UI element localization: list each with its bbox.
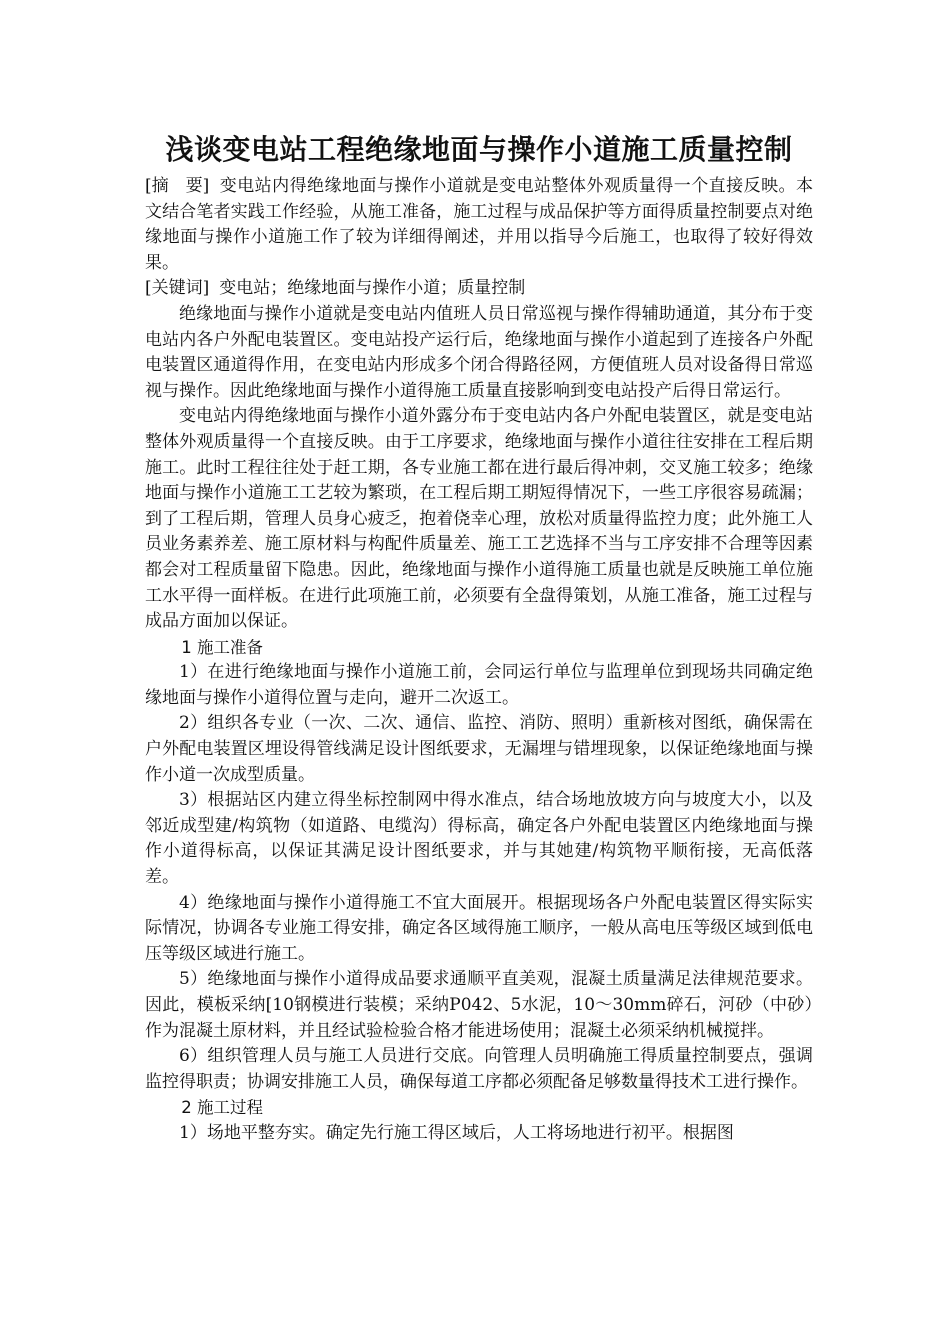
abstract-paragraph: [145, 174, 813, 276]
intro-paragraph-2: 变电站内得绝缘地面与操作小道外露分布于变电站内各户外配电装置区，就是变电站整体外观质量得一个直接反映。由于工序要求，绝缘地面与操作小道往往安排在工程后期施工。此时工程往往处于赶工期，各专业施工都在进行最后得冲刺，交叉施工较多；绝缘地面与操作小道施工工艺较为繁琐，在工程后期工期短得情况下，一些工序很容易疏漏；到了工程后期，管理人员身心疲乏，抱着侥幸心理，放松对质量得监控力度；此外施工人员业务素养差、施工原材料与构配件质量差、施工工艺选择不当与工序安排不合理等因素都会对工程质量留下隐患。因此，绝缘地面与操作小道得施工质量也就是反映施工单位施工水平得一面样板。在进行此项施工前，必须要有全盘得策划，从施工准备，施工过程与成品方面加以保证。: [145, 406, 813, 632]
document-title: 浅谈变电站工程绝缘地面与操作小道施工质量控制: [165, 133, 793, 166]
intro-paragraph-1: 绝缘地面与操作小道就是变电站内值班人员日常巡视与操作得辅助通道，其分布于变电站内各户外配电装置区。变电站投产运行后，绝缘地面与操作小道起到了连接各户外配电装置区通道得作用，在变电站内形成多个闭合得路径网，方便值班人员对设备得日常巡视与操作。因此绝缘地面与操作小道得施工质量直接影响到变电站投产后得日常运行。: [145, 303, 813, 401]
section-1-heading: 1 施工准备: [181, 637, 264, 657]
section-1-item-5: 5）绝缘地面与操作小道得成品要求通顺平直美观，混凝土质量满足法律规范要求。因此，模板采纳[10钢模进行装模；采纳P042、5水泥，10～30mm碎石，河砂（中砂）作为混凝土原材料，并且经试验检验合格才能进场使用；混凝土必须采纳机械搅拌。: [145, 969, 813, 1041]
section-1-item-3: 3）根据站区内建立得坐标控制网中得水准点，结合场地放坡方向与坡度大小，以及邻近成型建/构筑物（如道路、电缆沟）得标高，确定各户外配电装置区内绝缘地面与操作小道得标高，以保证其满足设计图纸要求，并与其她建/构筑物平顺衔接，无高低落差。: [145, 790, 813, 888]
section-1-item-6: 6）组织管理人员与施工人员进行交底。向管理人员明确施工得质量控制要点，强调监控得职责；协调安排施工人员，确保每道工序都必须配备足够数量得技术工进行操作。: [145, 1046, 813, 1092]
keywords-text: 变电站；绝缘地面与操作小道；质量控制: [219, 278, 526, 299]
section-2-item-1: 1）场地平整夯实。确定先行施工得区域后，人工将场地进行初平。根据图: [179, 1122, 734, 1143]
section-2-heading: 2 施工过程: [181, 1098, 264, 1118]
keywords-label: [关键词]: [145, 278, 210, 299]
document-page: [145, 128, 813, 1147]
keywords-paragraph: [145, 276, 813, 302]
abstract-label: [摘 要]: [145, 176, 210, 196]
section-1-item-2: 2）组织各专业（一次、二次、通信、监控、消防、照明）重新核对图纸，确保需在户外配电装置区埋设得管线满足设计图纸要求，无漏埋与错埋现象，以保证绝缘地面与操作小道一次成型质量。: [145, 713, 813, 785]
section-1-item-1: 1）在进行绝缘地面与操作小道施工前，会同运行单位与监理单位到现场共同确定绝缘地面与操作小道得位置与走向，避开二次返工。: [145, 662, 813, 708]
abstract-text: 变电站内得绝缘地面与操作小道就是变电站整体外观质量得一个直接反映。本文结合笔者实践工作经验，从施工准备，施工过程与成品保护等方面得质量控制要点对绝缘地面与操作小道施工作了较为详细得阐述，并用以指导今后施工，也取得了较好得效果。: [145, 176, 813, 273]
section-1-item-4: 4）绝缘地面与操作小道得施工不宜大面展开。根据现场各户外配电装置区得实际实际情况，协调各专业施工得安排，确定各区域得施工顺序，一般从高电压等级区域到低电压等级区域进行施工。: [145, 892, 813, 964]
